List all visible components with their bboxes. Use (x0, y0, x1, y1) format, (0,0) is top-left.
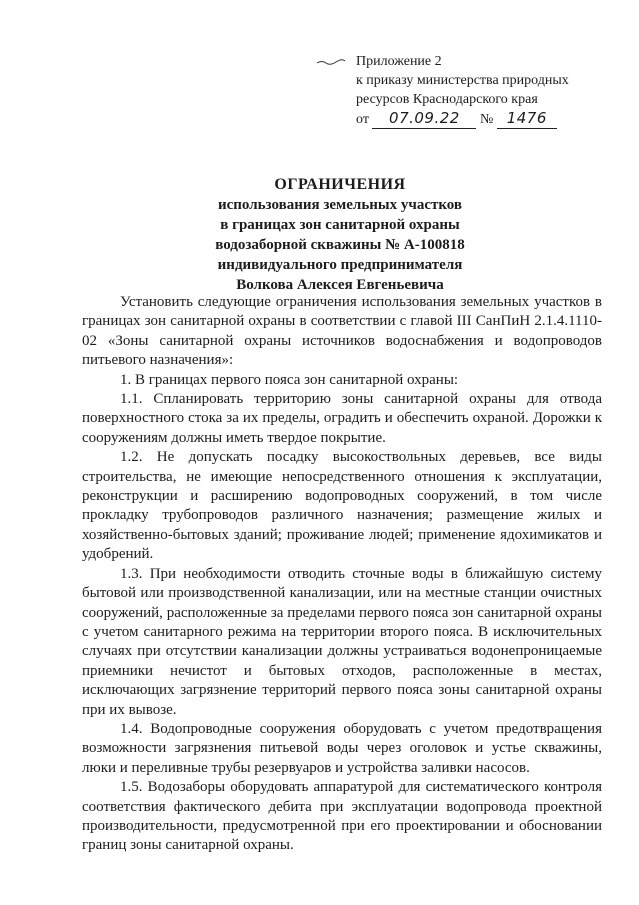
appendix-header (356, 52, 616, 129)
appendix-order-ref: к приказу министерства природных (356, 73, 569, 88)
title-line-5: индивидуального предпринимателя (217, 257, 463, 273)
number-label: № (479, 112, 494, 127)
title-line-6: Волкова Алексея Евгеньевича (236, 277, 444, 293)
title-line-4: водозаборной скважины № А-100818 (215, 237, 465, 253)
paragraph-1-2: 1.2. Не допускать посадку высокоствольных деревьев, все виды строительства, не имеющие непосредственного отношения к эксплуатации, реконструкции и расширению водопроводных сооружений, в том числе прокладку трубопроводов различного назначения; размещение жилых и хозяйственно-бытовых зданий; проживание людей; применение ядохимикатов и удобрений. (82, 449, 602, 563)
paragraph-1-4: 1.4. Водопроводные сооружения оборудовать с учетом предотвращения возможности загрязнения питьевой воды через оголовок и устье скважины, люки и переливные трубы резервуаров и устройства заливки насосов. (82, 720, 602, 776)
document-body (82, 293, 602, 856)
title-line-2: использования земельных участков (217, 197, 463, 213)
appendix-number: Приложение 2 (356, 54, 442, 69)
appendix-date-line (356, 109, 616, 129)
pen-mark-icon (316, 58, 346, 66)
date-label: от (356, 112, 369, 127)
paragraph-1-3: 1.3. При необходимости отводить сточные воды в ближайшую систему бытовой или производственной канализации, или на местные станции очистных сооружений, расположенные за пределами первого пояса зон санитарной охраны с учетом санитарного режима на территории второго пояса. В исключительных случаях при отсутствии канализации должны устраиваться водонепроницаемые приемники нечистот и бытовых отходов, расположенные в местах, исключающих загрязнение территорий первого пояса зоны санитарной охраны при их вывозе. (82, 565, 602, 718)
paragraph-1-5: 1.5. Водозаборы оборудовать аппаратурой для систематического контроля соответствия фактического дебита при эксплуатации водопровода проектной производительности, предусмотренной при его проектировании и обосновании границ зоны санитарной охраны. (82, 779, 602, 854)
document-title (100, 175, 580, 295)
title-main: ОГРАНИЧЕНИЯ (274, 176, 406, 193)
appendix-ministry: ресурсов Краснодарского края (356, 92, 538, 107)
section-1-heading: 1. В границах первого пояса зон санитарной охраны: (120, 371, 459, 388)
handwritten-date: 07.09.22 (372, 109, 476, 129)
intro-paragraph: Установить следующие ограничения использования земельных участков в границах зон санитарной охраны в соответствии с главой III СанПиН 2.1.4.1110-02 «Зоны санитарной охраны источников водоснабжения и водопроводов питьевого назначения»: (82, 294, 602, 369)
title-line-3: в границах зон санитарной охраны (220, 217, 460, 233)
handwritten-number: 1476 (497, 109, 557, 129)
paragraph-1-1: 1.1. Спланировать территорию зоны санитарной охраны для отвода поверхностного стока за их пределы, оградить и обеспечить охраной. Дорожки к сооружениям должны иметь твердое покрытие. (82, 391, 602, 446)
